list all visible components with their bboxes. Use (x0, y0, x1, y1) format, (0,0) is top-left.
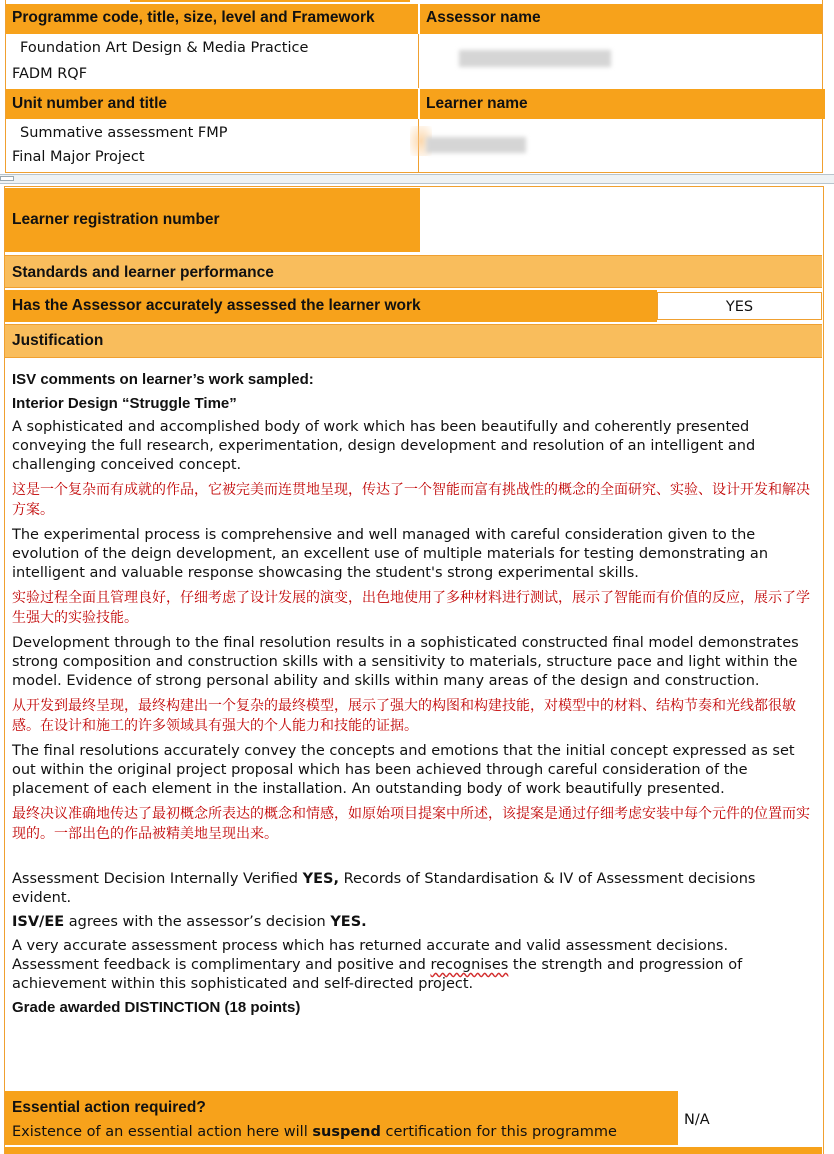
essential-desc-before: Existence of an essential action here will (12, 1124, 313, 1140)
learner-name-redacted (426, 137, 526, 153)
paragraph-3-cn: 从开发到最终呈现，最终构建出一个复杂的最终模型，展示了强大的构图和构建技能，对模型中的材料、结构节奏和光线都很敏感。在设计和施工的许多领域具有强大的个人能力和技能的证据。 (12, 698, 796, 734)
paragraph-4-cn: 最终决议准确地传达了最初概念所表达的概念和情感，如原始项目提案中所述，该提案是通过仔细考虑安装中每个元件的位置而实现的。一部出色的作品被精美地呈现出来。 (12, 806, 810, 842)
programme-header: Programme code, title, size, level and Framework (6, 4, 418, 34)
essential-desc-after: certification for this programme (380, 1124, 617, 1140)
registration-value (422, 188, 822, 252)
next-row-cutoff (5, 1147, 822, 1154)
essential-description (12, 1123, 617, 1142)
justification-label: Justification (5, 324, 822, 358)
unit-header: Unit number and title (6, 89, 418, 119)
misspelled-word: recognises (430, 957, 509, 973)
decision-suffix: Records of Standardisation & IV of Assessment decisions evident. (12, 871, 756, 906)
paragraph-3-en: Development through to the final resolution results in a sophisticated constructed final model demonstrates strong composition and construction skills with a sensitivity to materials, structure pace and light within the model. Evidence of strong personal ability and skills within many areas of the design and construction. (12, 635, 799, 689)
separator-handle-left (0, 176, 14, 181)
programme-code: FADM RQF (12, 66, 88, 82)
standards-label: Standards and learner performance (5, 255, 822, 288)
programme-cell (6, 34, 419, 88)
final-after: the strength and progression of achievement within this sophisticated and self-directed project. (12, 957, 743, 992)
paragraph-4-en: The final resolutions accurately convey the concepts and emotions that the initial concept expressed as set out within the original project proposal which has been achieved through careful consideration of the placement of each element in the installation. An outstanding body of work beautifully presented. (12, 743, 795, 797)
accurate-label: Has the Assessor accurately assessed the learner work (5, 290, 657, 322)
paragraph-2-en: The experimental process is comprehensive and well managed with careful consideration given to the evolution of the deign development, an excellent use of multiple materials for testing demonstrating an intelligent and valuable response showcasing the student's strong experimental skills. (12, 527, 769, 581)
top-stub (130, 0, 410, 2)
assessor-name-redacted (459, 50, 611, 67)
essential-value: N/A (684, 1112, 710, 1128)
unit-subtitle: Final Major Project (12, 149, 145, 165)
registration-label: Learner registration number (5, 188, 420, 252)
essential-label: Essential action required? (12, 1099, 206, 1116)
decision-yes: YES, (302, 871, 339, 887)
comments-heading: ISV comments on learner’s work sampled: (12, 371, 314, 388)
comments-body (12, 370, 817, 1018)
grade-line: Grade awarded DISTINCTION (18 points) (12, 999, 301, 1016)
decision-line (12, 870, 817, 908)
final-paragraph (12, 937, 817, 994)
isv-line (12, 913, 817, 932)
paragraph-2-cn: 实验过程全面且管理良好，仔细考虑了设计发展的演变，出色地使用了多种材料进行测试，展示了智能而有价值的反应，展示了学生强大的实验技能。 (12, 590, 810, 626)
decision-prefix: Assessment Decision Internally Verified (12, 871, 303, 887)
paragraph-1-cn: 这是一个复杂而有成就的作品，它被完美而连贯地呈现，传达了一个智能而富有挑战性的概念的全面研究、实验、设计开发和解决方案。 (12, 482, 810, 518)
isv-yes: YES. (330, 914, 367, 930)
essential-label-cell (5, 1091, 678, 1145)
essential-desc-bold: suspend (312, 1124, 381, 1140)
paragraph-1-en: A sophisticated and accomplished body of work which has been beautifully and coherently presented conveying the full research, experimentation, design development and resolution of an intelligent and challenging conceived concept. (12, 419, 756, 473)
comments-subheading: Interior Design “Struggle Time” (12, 395, 237, 412)
unit-title: Summative assessment FMP (20, 125, 228, 141)
accurate-value: YES (657, 292, 822, 320)
final-before: A very accurate assessment process which has returned accurate and valid assessment decisions. Assessment feedback is complimentary and positive and (12, 938, 729, 973)
unit-cell (6, 119, 419, 172)
table-separator (0, 174, 834, 184)
isv-mid: agrees with the assessor’s decision (64, 914, 331, 930)
learner-header: Learner name (420, 89, 825, 119)
assessor-header: Assessor name (420, 4, 822, 34)
programme-title: Foundation Art Design & Media Practice (20, 40, 309, 56)
isv-label: ISV/EE (12, 914, 65, 930)
